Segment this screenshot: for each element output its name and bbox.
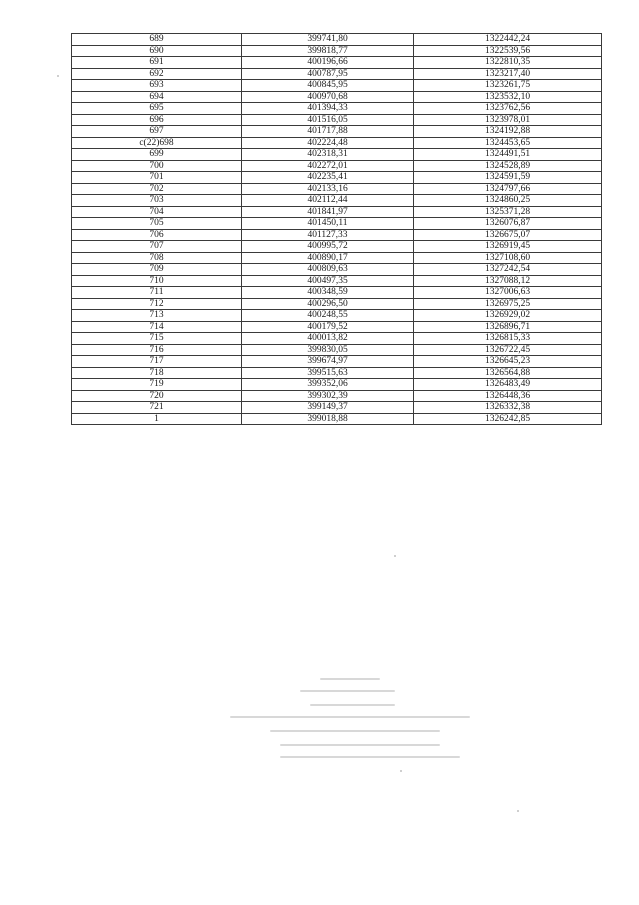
point-number-cell: 689 <box>72 34 242 46</box>
table-row <box>72 91 602 103</box>
point-number-cell: 692 <box>72 68 242 80</box>
table-row <box>72 287 602 299</box>
point-number-cell: 709 <box>72 264 242 276</box>
x-coordinate-cell: 399818,77 <box>242 45 414 57</box>
table-row <box>72 160 602 172</box>
point-number-cell: 694 <box>72 91 242 103</box>
table-row <box>72 229 602 241</box>
x-coordinate-cell: 402235,41 <box>242 172 414 184</box>
table-row <box>72 45 602 57</box>
x-coordinate-cell: 400970,68 <box>242 91 414 103</box>
point-number-cell: 702 <box>72 183 242 195</box>
y-coordinate-cell: 1326483,49 <box>414 379 602 391</box>
y-coordinate-cell: 1326675,07 <box>414 229 602 241</box>
y-coordinate-cell: 1326645,23 <box>414 356 602 368</box>
table-row <box>72 114 602 126</box>
y-coordinate-cell: 1324591,59 <box>414 172 602 184</box>
y-coordinate-cell: 1327006,63 <box>414 287 602 299</box>
coordinates-table <box>71 33 602 425</box>
point-number-cell: 720 <box>72 390 242 402</box>
y-coordinate-cell: 1326242,85 <box>414 413 602 425</box>
x-coordinate-cell: 400296,50 <box>242 298 414 310</box>
x-coordinate-cell: 400497,35 <box>242 275 414 287</box>
x-coordinate-cell: 400995,72 <box>242 241 414 253</box>
x-coordinate-cell: 401394,33 <box>242 103 414 115</box>
y-coordinate-cell: 1326919,45 <box>414 241 602 253</box>
x-coordinate-cell: 399515,63 <box>242 367 414 379</box>
table-row <box>72 183 602 195</box>
y-coordinate-cell: 1325371,28 <box>414 206 602 218</box>
point-number-cell: 703 <box>72 195 242 207</box>
x-coordinate-cell: 402272,01 <box>242 160 414 172</box>
point-number-cell: 704 <box>72 206 242 218</box>
x-coordinate-cell: 399302,39 <box>242 390 414 402</box>
x-coordinate-cell: 400787,95 <box>242 68 414 80</box>
y-coordinate-cell: 1326896,71 <box>414 321 602 333</box>
point-number-cell: 713 <box>72 310 242 322</box>
point-number-cell: 719 <box>72 379 242 391</box>
point-number-cell: 712 <box>72 298 242 310</box>
table-row <box>72 367 602 379</box>
y-coordinate-cell: 1324528,89 <box>414 160 602 172</box>
point-number-cell: 708 <box>72 252 242 264</box>
table-row <box>72 137 602 149</box>
y-coordinate-cell: 1323217,40 <box>414 68 602 80</box>
table-row <box>72 413 602 425</box>
y-coordinate-cell: 1324860,25 <box>414 195 602 207</box>
x-coordinate-cell: 399352,06 <box>242 379 414 391</box>
table-row <box>72 206 602 218</box>
x-coordinate-cell: 399018,88 <box>242 413 414 425</box>
x-coordinate-cell: 402318,31 <box>242 149 414 161</box>
scan-speck <box>394 555 396 557</box>
y-coordinate-cell: 1323532,10 <box>414 91 602 103</box>
point-number-cell: 690 <box>72 45 242 57</box>
y-coordinate-cell: 1326815,33 <box>414 333 602 345</box>
point-number-cell: 718 <box>72 367 242 379</box>
point-number-cell: 700 <box>72 160 242 172</box>
y-coordinate-cell: 1327108,60 <box>414 252 602 264</box>
table-row <box>72 103 602 115</box>
y-coordinate-cell: 1323762,56 <box>414 103 602 115</box>
point-number-cell: 717 <box>72 356 242 368</box>
table-row <box>72 402 602 414</box>
point-number-cell: 716 <box>72 344 242 356</box>
x-coordinate-cell: 399149,37 <box>242 402 414 414</box>
x-coordinate-cell: 400196,66 <box>242 57 414 69</box>
y-coordinate-cell: 1326722,45 <box>414 344 602 356</box>
table-row <box>72 252 602 264</box>
table-row <box>72 195 602 207</box>
table-row <box>72 172 602 184</box>
table-row <box>72 275 602 287</box>
y-coordinate-cell: 1324491,51 <box>414 149 602 161</box>
point-number-cell: 706 <box>72 229 242 241</box>
scan-speck <box>57 75 59 77</box>
y-coordinate-cell: 1326929,02 <box>414 310 602 322</box>
point-number-cell: 693 <box>72 80 242 92</box>
x-coordinate-cell: 400809,63 <box>242 264 414 276</box>
point-number-cell: 691 <box>72 57 242 69</box>
x-coordinate-cell: 401717,88 <box>242 126 414 138</box>
table-row <box>72 379 602 391</box>
x-coordinate-cell: 400845,95 <box>242 80 414 92</box>
point-number-cell: 696 <box>72 114 242 126</box>
coordinates-table-body <box>72 34 602 425</box>
table-row <box>72 344 602 356</box>
point-number-cell: 701 <box>72 172 242 184</box>
point-number-cell: с(22)698 <box>72 137 242 149</box>
table-row <box>72 34 602 46</box>
table-row <box>72 333 602 345</box>
scan-speck <box>400 770 402 772</box>
y-coordinate-cell: 1327088,12 <box>414 275 602 287</box>
table-row <box>72 298 602 310</box>
point-number-cell: 710 <box>72 275 242 287</box>
y-coordinate-cell: 1322810,35 <box>414 57 602 69</box>
x-coordinate-cell: 399741,80 <box>242 34 414 46</box>
table-row <box>72 218 602 230</box>
y-coordinate-cell: 1326076,87 <box>414 218 602 230</box>
table-row <box>72 321 602 333</box>
x-coordinate-cell: 400348,59 <box>242 287 414 299</box>
x-coordinate-cell: 401516,05 <box>242 114 414 126</box>
table-row <box>72 80 602 92</box>
point-number-cell: 1 <box>72 413 242 425</box>
x-coordinate-cell: 401450,11 <box>242 218 414 230</box>
table-row <box>72 241 602 253</box>
x-coordinate-cell: 402133,16 <box>242 183 414 195</box>
y-coordinate-cell: 1324192,88 <box>414 126 602 138</box>
x-coordinate-cell: 402224,48 <box>242 137 414 149</box>
y-coordinate-cell: 1326975,25 <box>414 298 602 310</box>
x-coordinate-cell: 399830,05 <box>242 344 414 356</box>
point-number-cell: 705 <box>72 218 242 230</box>
point-number-cell: 695 <box>72 103 242 115</box>
y-coordinate-cell: 1323978,01 <box>414 114 602 126</box>
table-row <box>72 68 602 80</box>
table-row <box>72 310 602 322</box>
x-coordinate-cell: 402112,44 <box>242 195 414 207</box>
table-row <box>72 126 602 138</box>
y-coordinate-cell: 1326448,36 <box>414 390 602 402</box>
y-coordinate-cell: 1326332,38 <box>414 402 602 414</box>
table-row <box>72 356 602 368</box>
x-coordinate-cell: 400890,17 <box>242 252 414 264</box>
point-number-cell: 697 <box>72 126 242 138</box>
y-coordinate-cell: 1327242,54 <box>414 264 602 276</box>
faded-stamp-area <box>220 670 480 780</box>
table-row <box>72 264 602 276</box>
y-coordinate-cell: 1324453,65 <box>414 137 602 149</box>
y-coordinate-cell: 1326564,88 <box>414 367 602 379</box>
point-number-cell: 714 <box>72 321 242 333</box>
x-coordinate-cell: 400179,52 <box>242 321 414 333</box>
x-coordinate-cell: 401841,97 <box>242 206 414 218</box>
point-number-cell: 715 <box>72 333 242 345</box>
scan-speck <box>517 810 519 812</box>
x-coordinate-cell: 400248,55 <box>242 310 414 322</box>
y-coordinate-cell: 1322539,56 <box>414 45 602 57</box>
y-coordinate-cell: 1322442,24 <box>414 34 602 46</box>
y-coordinate-cell: 1323261,75 <box>414 80 602 92</box>
table-row <box>72 57 602 69</box>
table-row <box>72 390 602 402</box>
point-number-cell: 699 <box>72 149 242 161</box>
x-coordinate-cell: 399674,97 <box>242 356 414 368</box>
x-coordinate-cell: 401127,33 <box>242 229 414 241</box>
table-row <box>72 149 602 161</box>
point-number-cell: 711 <box>72 287 242 299</box>
y-coordinate-cell: 1324797,66 <box>414 183 602 195</box>
point-number-cell: 707 <box>72 241 242 253</box>
point-number-cell: 721 <box>72 402 242 414</box>
x-coordinate-cell: 400013,82 <box>242 333 414 345</box>
